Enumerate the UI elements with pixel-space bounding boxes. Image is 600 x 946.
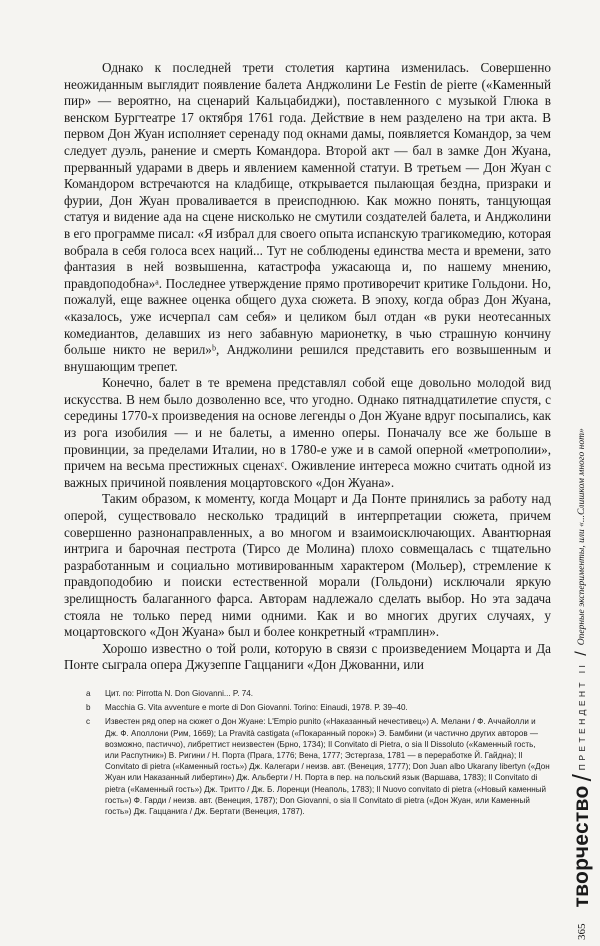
paragraph-4: Хорошо известно о той роли, которую в связи с произведением Моцарта и Да Понте сыграла опера Джузеппе Гаццаниги «Дон Джованни, или	[64, 640, 551, 673]
body-text	[64, 60, 551, 674]
footnote-marker: b	[86, 703, 91, 713]
paragraph-1: Однако к последней трети столетия картина изменилась. Совершенно неожиданным выглядит появление балета Анджолини Le Festin de pierre («Каменный пир» — вероятно, на сценарий Кальцабиджи), поставленного с музыкой Глюка в венском Бургтеатре 17 октября 1761 года. Действие в нем разделено на три акта. В первом Дон Жуан исполняет серенаду под окнами дамы, появляется Командор, за чем следует дуэль, ранение и смерть Командора. Второй акт — бал в замке Дон Жуана, прерванный ударами в дверь и явлением каменной статуи. В третьем — Дон Жуан с Командором встречаются на кладбище, открывается пылающая бездна, призраки и фурии, Дон Жуан проваливается в преисподнюю. Как можно понять, танцующая статуя и видение ада на сцене нисколько не смутили создателей балета, и Анджолини в его программе писал: «Я избрал для своего опыта испанскую трагикомедию, которая вобрала в себя голоса всех наций... Тут не соблюдены единства места и времени, зато фантазия в ней возвышенна, катастрофа ужасающа и, по нашему мнению, правдоподобна»ᵃ. Последнее утверждение прямо противоречит критике Гольдони. Но, пожалуй, еще важнее оценка общего духа сюжета. В эпоху, когда образ Дон Жуана, «казалось, уже исчерпал сам себя» и целиком был отдан «в руки неотесанных комедиантов, делавших из него забавную марионетку, в чью страшную кончину больше никто не верил»ᵇ, Анджолини решился представить его возвышенным и внушающим трепет.	[64, 60, 551, 374]
footnote-text: Известен ряд опер на сюжет о Дон Жуане: L'Empio punito («Наказанный нечестивец») А. Мелани / Ф. Аччайолли и Дж. Ф. Аполлони (Рим, 1669); La Pravità castigata («Покаранный порок») Э. Бамбини (и частично других авторов — возможно, пастиччо), либреттист неизвестен (Брно, 1734); Il Convitato di Pietra, o sia Il Dissoluto («Каменный гость, или Распутник») В. Ригини / Н. Порта (Прага, 1776; Вена, 1777; Эстергаза, 1781 — в переработке Й. Гайдна); Il Convitato di pietra («Каменный гость») Дж. Калегари / неизв. авт. (Венеция, 1777); Don Juan albo Ukarany libertyn («Дон Жуан или Наказанный либертин») Дж. Альберти / Н. Порта в пер. на польский язык (Варшава, 1783); Il Convitato di pietra («Каменный гость») Дж. Тритто / Дж. Б. Лоренци (Неаполь, 1783); Il Nuovo convitato di pietra («Новый каменный гость») Ф. Гарди / неизв. авт. (Венеция, 1787); Don Giovanni, o sia Il Convitato di pietra («Дон Жуан, или Каменный гость») Дж. Гаццанига / Дж. Бертати (Венеция, 1787).	[105, 717, 550, 816]
footnote-b	[64, 702, 551, 713]
paragraph-2: Конечно, балет в те времена представлял собой еще довольно молодой вид искусства. В нем было дозволенно все, что угодно. Однако пятнадцатилетие спустя, с середины 1770-х произведения на основе легенды о Дон Жуане вдруг посыпались, как из рога изобилия — и не балеты, а именно оперы. Поначалу все же больше в провинции, за пределами Италии, но в 1780-е уже и в самой оперной «метрополии», причем на весьма престижных сценахᶜ. Оживление интереса можно считать одной из важных причиной появления моцартовского «Дон Жуана».	[64, 375, 551, 490]
slash-divider: /	[566, 774, 597, 782]
main-text-column	[64, 60, 551, 820]
paragraph-3: Таким образом, к моменту, когда Моцарт и Да Понте принялись за работу над оперой, существовало несколько традиций в интерпретации сюжета, причем совершенно разнонаправленных, а во многом и взаимоисключающих. Авантюрная интрига и барочная пестрота (Тирсо де Молина) плохо совмещалась с тщательно разработанным и социально мотивированным характером (Мольер), стремление к правдоподобию и поиски естественной морали (Гольдони) исключали яркую зрелищность балаганного фарса. Авторам надлежало сделать выбор. Но эта задача стояла не только перед ними одними. Как и во многих других случаях, у моцартовского «Дон Жуана» был и более конкретный «трамплин».	[64, 491, 551, 640]
footnote-a	[64, 688, 551, 699]
footnote-c	[64, 716, 551, 817]
running-header-sidebar	[566, 428, 597, 940]
section-title: творчество	[570, 785, 593, 908]
footnote-text: Цит. по: Pirrotta N. Don Giovanni... P. 74.	[105, 688, 254, 698]
footnote-text: Macchia G. Vita avventure e morte di Don Giovanni. Torino: Einaudi, 1978. P. 39–40.	[105, 703, 408, 713]
chapter-title: Оперные эксперименты, или «...Слишком много нот»	[577, 428, 587, 646]
footnotes	[64, 688, 551, 817]
slash-divider: /	[573, 651, 590, 656]
footnote-marker: c	[86, 717, 91, 727]
running-header-rotated	[566, 428, 597, 940]
page-number: 365	[576, 923, 588, 940]
part-label: ПРЕТЕНДЕНТ II	[577, 661, 587, 771]
footnote-marker: a	[86, 688, 91, 698]
